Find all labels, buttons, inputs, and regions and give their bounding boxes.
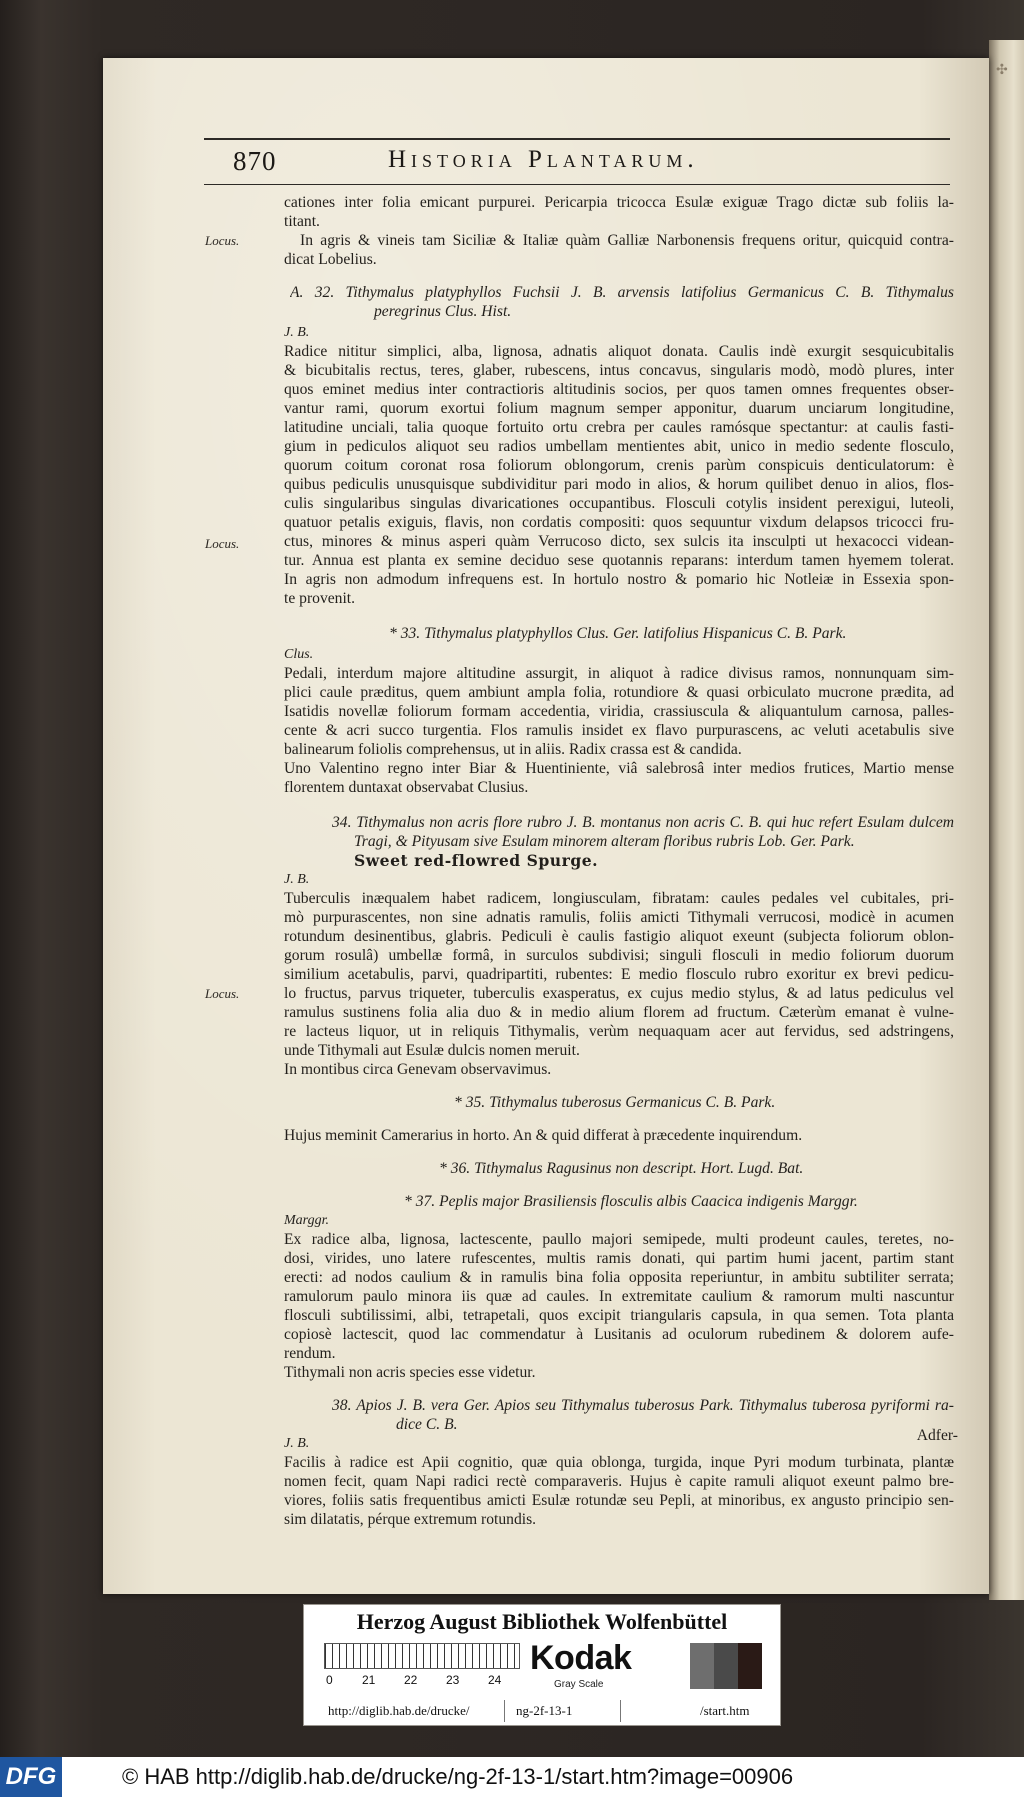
text-line: flosculi subtilissimi, albi, tetrapetali, quos excipit triangularis capsula, in qua semen. Tota planta	[284, 1307, 954, 1324]
heading-line: peregrinus Clus. Hist.	[374, 303, 512, 320]
text-line: rendum.	[284, 1345, 336, 1362]
text-line: plici caule præditus, quem ambiunt ampla folia, rotundiore & quasi orbiculato mucrone prædita, ad	[284, 684, 954, 701]
running-title: Historia Plantarum.	[388, 146, 699, 173]
page-number: 870	[233, 146, 277, 176]
english-name: Sweet red-flowred Spurge.	[354, 851, 599, 870]
text-line: dicat Lobelius.	[284, 251, 377, 268]
url-right: /start.htm	[700, 1703, 750, 1718]
paragraph-38	[284, 1453, 954, 1529]
text-line: sim dilatatis, pérque extremum rotundis.	[284, 1511, 537, 1528]
copyright-url[interactable]: © HAB http://diglib.hab.de/drucke/ng-2f-13-1/start.htm?image=00906	[122, 1764, 794, 1789]
paragraph-32	[284, 342, 954, 570]
ruler-tick-label: 0	[326, 1673, 333, 1687]
text-line: Ex radice alba, lignosa, lactescente, paullo majori semipede, multi prodeunt caules, teretes, no-	[284, 1231, 954, 1248]
text-line: Tithymali non acris species esse videtur.	[284, 1364, 536, 1381]
heading-line: * 36. Tithymalus Ragusinus non descript. Hort. Lugd. Bat.	[439, 1160, 804, 1177]
ruler-tick-label: 22	[404, 1673, 418, 1687]
library-scan-label	[303, 1604, 781, 1726]
gray-swatch	[738, 1643, 762, 1689]
paragraph-33	[284, 664, 954, 759]
source-abbrev: Clus.	[284, 647, 314, 662]
paragraph-intro	[284, 193, 954, 231]
text-line: balinearum foliolis comprehensus, ut in aliis. Radix crassa est & candida.	[284, 741, 742, 758]
ruler	[324, 1643, 520, 1691]
text-line: viores, foliis satis frequentibus amicti Esulæ rotundæ seu Pepli, at minoribus, ex angusto principio sen-	[284, 1492, 954, 1509]
text-line: similium acetabulis, parvi, quadripartiti, rubentes: E medio flosculo rubro exoritur ex brevi pedicu-	[284, 966, 954, 983]
color-card	[324, 1641, 764, 1695]
entry-heading-37	[284, 1192, 954, 1211]
text-line: re lacteus liquor, ut in reliquis Tithymalis, verùm nequaquam acer aut fervidus, sed adstringens,	[284, 1023, 954, 1040]
paragraph-34	[284, 889, 954, 1060]
url-left: http://diglib.hab.de/drucke/	[328, 1703, 470, 1718]
text-line: lo fructus, parvus triqueter, tuberculis exasperatus, ex cujus medio stylus, & ad latus pediculus vel	[284, 985, 954, 1002]
text-column	[284, 193, 954, 1529]
text-line: quatuor petalis exiguis, flavis, non cordatis compositi: quos sequuntur vixdum delapsos tricocci fru-	[284, 514, 954, 531]
next-page-edge	[989, 40, 1024, 1600]
heading-line: * 33. Tithymalus platyphyllos Clus. Ger. latifolius Hispanicus C. B. Park.	[389, 625, 847, 642]
text-line: Hujus meminit Camerarius in horto. An & quid differat à præcedente inquirendum.	[284, 1127, 803, 1144]
viewer-footer	[0, 1757, 1024, 1797]
text-line: mò purpurascentes, non sine adnatis ramulis, foliis amicti Tithymali verrucosi, modicè in acumen	[284, 909, 954, 926]
library-name: Herzog August Bibliothek Wolfenbüttel	[356, 1609, 728, 1634]
text-line: florentem duntaxat observabat Clusius.	[284, 779, 529, 796]
text-line: vantur rami, quorum exortui folium magnum semper apponitur, duarum unciarum longitudine,	[284, 400, 954, 417]
catchword: Adfer-	[916, 1427, 958, 1444]
ruler-tick-label: 21	[362, 1673, 376, 1687]
url-divider	[504, 1700, 505, 1722]
margin-locus: Locus.	[205, 986, 240, 1001]
margin-locus: Locus.	[205, 233, 240, 248]
margin-locus: Locus.	[205, 536, 240, 551]
text-line: In agris & vineis tam Siciliæ & Italiæ quàm Galliæ Narbonensis frequens oritur, quicquid contra-	[300, 232, 954, 249]
text-line: In montibus circa Genevam observavimus.	[284, 1061, 552, 1078]
header-rule-top	[204, 138, 950, 140]
text-line: Tuberculis inæqualem habet radicem, longiusculam, fibratam: caules pedales vel cubitales, pri-	[284, 890, 954, 907]
source-abbrev: J. B.	[284, 325, 310, 340]
text-line: quibus pediculis unusquisque subdividitur pari modo in alios, & horum quilibet denuo in alios, flos-	[284, 476, 954, 493]
paragraph-locus-1	[284, 231, 954, 269]
source-abbrev: Marggr.	[284, 1213, 329, 1228]
source-abbrev: J. B.	[284, 872, 310, 887]
dfg-logo: DFG	[0, 1757, 62, 1797]
heading-line: * 35. Tithymalus tuberosus Germanicus C. B. Park.	[454, 1094, 776, 1111]
heading-line: 38. Apios J. B. vera Ger. Apios seu Tithymalus tuberosus Park. Tithymalus tuberosa pyriformi ra-	[332, 1397, 954, 1414]
text-line: tur. Annua est planta ex semine deciduo sese quotannis reparans: interdum tamen hyemem tolerat.	[284, 552, 954, 569]
ruler-tick-label: 24	[488, 1673, 502, 1687]
paragraph-35	[284, 1126, 954, 1145]
label-url-row	[304, 1700, 780, 1722]
entry-heading-35	[284, 1093, 954, 1112]
entry-heading-34	[332, 813, 954, 870]
gray-swatch	[714, 1643, 738, 1689]
heading-line: dice C. B.	[396, 1416, 458, 1433]
source-abbrev: J. B.	[284, 1436, 310, 1451]
text-line: Isatidis novellæ foliorum formam accedentia, viridia, crassiuscula & aliquantulum carnosa, palles-	[284, 703, 954, 720]
text-line: quorum coitum coronat rosa foliorum oblongorum, crenis parùm conspicuis denticulatorum: è	[284, 457, 954, 474]
text-line: Radice nititur simplici, alba, lignosa, adnatis aliquot donata. Caulis indè exurgit sesquicubitalis	[284, 343, 954, 360]
ruler-tick-label: 23	[446, 1673, 460, 1687]
text-line: & bicubitalis rectus, teres, glaber, rubescens, intus concavus, singularis modò, modò plures, inter	[284, 362, 954, 379]
text-line: culis singularibus singulas divaricationes occupantibus. Flosculi cotylis insident perexigui, luteoli,	[284, 495, 954, 512]
paragraph-37b	[284, 1363, 954, 1382]
gray-swatch	[690, 1643, 714, 1689]
ruler-scale	[324, 1643, 520, 1669]
header-rule-bottom	[204, 184, 950, 185]
url-divider	[620, 1700, 621, 1722]
text-line: titant.	[284, 213, 320, 230]
text-line: unde Tithymali aut Esulæ dulcis nomen meruit.	[284, 1042, 580, 1059]
text-line: te provenit.	[284, 590, 356, 607]
text-line: copiosè lactescit, quod lac commendatur à Lusitanis ad oculorum rubedinem & dolorem aufe-	[284, 1326, 954, 1343]
text-line: ramulus sustinens folia alia duo & in medio alium florem ad fructum. Cæterùm emanat è vulne-	[284, 1004, 954, 1021]
text-line: ctus, minores & minus asperi quàm Verrucoso dicto, sex sulcis ita insculpti ut hexacocci videan-	[284, 533, 954, 550]
bleed-through-mark: ✣	[996, 63, 1008, 78]
text-line: Pedali, interdum majore altitudine assurgit, in aliquot à radice divisus ramos, nonnunquam sim-	[284, 665, 954, 682]
heading-line: * 37. Peplis major Brasiliensis flosculis albis Caacica indigenis Marggr.	[404, 1193, 858, 1210]
heading-line: 34. Tithymalus non acris flore rubro J. B. montanus non acris C. B. qui huc refert Esulam dulcem	[332, 814, 954, 831]
text-line: erecti: ad nodos caulium & in ramulis bina folia opposita reperiuntur, in ambitu subtiliter serrata;	[284, 1269, 954, 1286]
entry-heading-33	[284, 624, 954, 643]
text-line: gium in pediculos aliquot seu radios umbellam mentientes abit, unico in medio sedente flosculo,	[284, 438, 954, 455]
text-line: cente & acri succo turgentia. Flos ramulis insidet ex flavo purpurascens, ac veluti acetabulis sive	[284, 722, 954, 739]
paragraph-locus-2	[284, 570, 954, 608]
text-line: Facilis à radice est Apii cognitio, quæ quia oblonga, turgida, inque Pyri modum turbinata, plantæ	[284, 1454, 954, 1471]
entry-heading-38	[332, 1396, 954, 1434]
heading-line: Tragi, & Pityusam sive Esulam minorem alteram floribus rubris Lob. Ger. Park.	[354, 833, 855, 850]
heading-line: A. 32. Tithymalus platyphyllos Fuchsii J. B. arvensis latifolius Germanicus C. B. Tithymalus	[290, 284, 954, 301]
text-line: nomen fecit, quam Napi radici rectè comparaveris. Hujus è capite ramuli aliquot exeunt palmo bre-	[284, 1473, 954, 1490]
kodak-brand: Kodak	[530, 1639, 632, 1677]
paragraph-locus-3	[284, 1060, 954, 1079]
text-line: ramulorum paulo minora iis quæ ad caules. In extremitate caulium & ramorum multi nascuntur	[284, 1288, 954, 1305]
entry-heading-32	[290, 283, 954, 321]
text-line: Uno Valentino regno inter Biar & Huentiniente, viâ salebrosâ inter medios frutices, Martio mense	[284, 760, 954, 777]
text-line: cationes inter folia emicant purpurei. Pericarpia tricocca Esulæ exiguæ Trago dictæ sub foliis la-	[284, 194, 954, 211]
entry-heading-36	[284, 1159, 954, 1178]
text-line: quos eminet medius inter contractioris altitudinis socios, per quos tamen omnes frequentes obser-	[284, 381, 954, 398]
paragraph-37	[284, 1230, 954, 1363]
text-line: rotundum desinentibus, glabris. Pediculi è caulis fastigio aliquot exeunt (subjecta foliorum oblon-	[284, 928, 954, 945]
url-mid: ng-2f-13-1	[516, 1703, 573, 1718]
text-line: dosi, virides, uno latere rufescentes, multis ramis donati, qui partim humi jacent, partim stant	[284, 1250, 954, 1267]
gray-scale-label: Gray Scale	[554, 1679, 604, 1690]
text-line: gorum rosulâ) umbellæ formâ, in surculos subdivisi; singuli flosculi in medio foliorum duorum	[284, 947, 954, 964]
paragraph-33b	[284, 759, 954, 797]
text-line: latitudine unciali, talia quoque fortuito ortu crebra per caules ramósque spectantur: at caulis fasti-	[284, 419, 954, 436]
text-line: In agris non admodum infrequens est. In hortulo nostro & pomario hic Notleiæ in Essexia spon-	[284, 571, 954, 588]
